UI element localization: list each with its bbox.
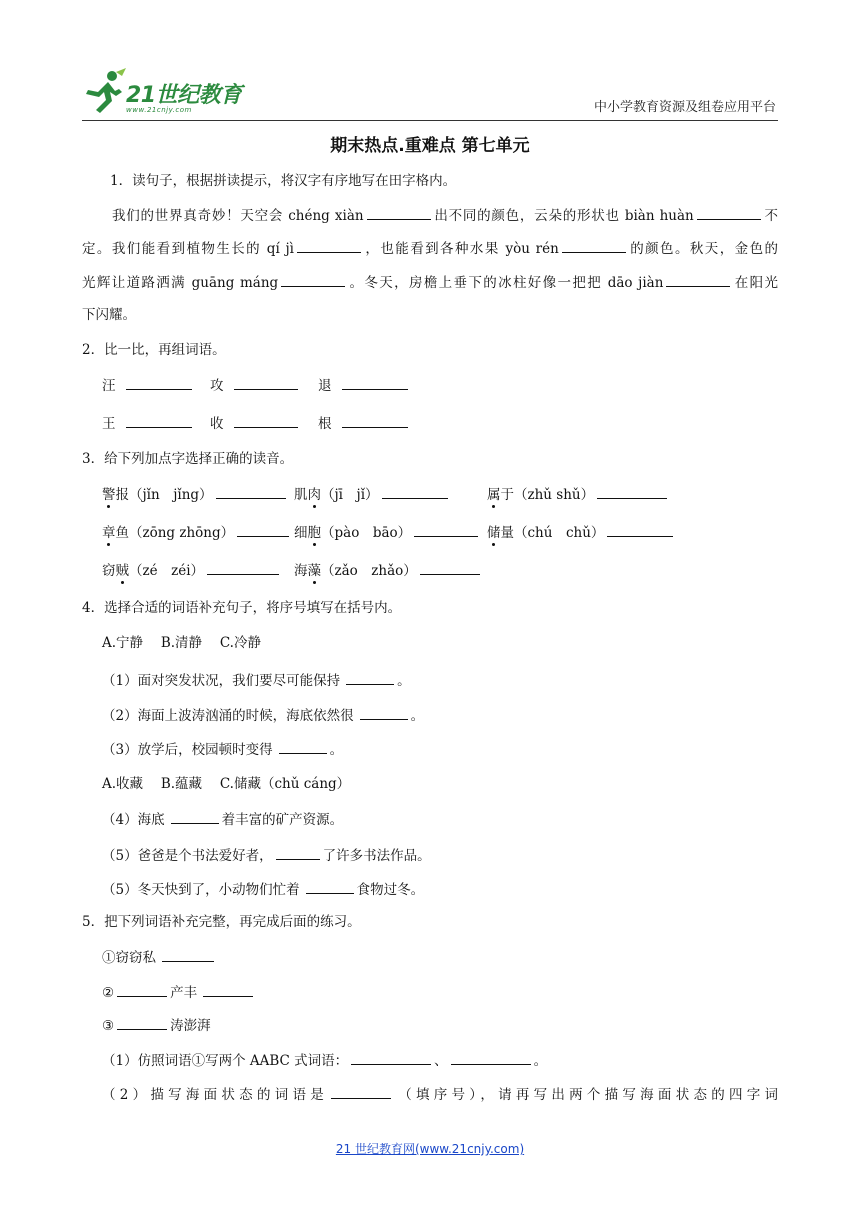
answer-blank[interactable] xyxy=(607,522,673,537)
q5-word-1: ①窃窃私 xyxy=(102,947,217,968)
q3-item: 属于（zhǔ shǔ） xyxy=(487,484,670,505)
answer-blank[interactable] xyxy=(203,982,253,997)
answer-blank[interactable] xyxy=(306,879,354,894)
answer-blank[interactable] xyxy=(451,1050,531,1065)
answer-blank[interactable] xyxy=(281,272,345,287)
answer-blank[interactable] xyxy=(297,238,361,253)
q3-stem: 3．给下列加点字选择正确的读音。 xyxy=(82,451,294,467)
answer-blank[interactable] xyxy=(342,375,408,390)
q1-line3: 光辉让道路洒满 guāng máng 。冬天，房檐上垂下的冰柱好像一把把 dāo jiàn 在阳光 xyxy=(82,272,778,293)
answer-blank[interactable] xyxy=(117,1015,167,1030)
page-header xyxy=(82,62,778,121)
q4-sentence-1: （1）面对突发状况，我们要尽可能保持 。 xyxy=(102,670,411,691)
q4-sentence-6: （5）冬天快到了，小动物们忙着 食物过冬。 xyxy=(102,879,424,900)
q4-options-2: A.收藏 B.蕴藏 C.储藏（chǔ cáng） xyxy=(102,776,351,792)
q3-item: 肌肉（jī jǐ） xyxy=(294,484,451,505)
q1-line4: 下闪耀。 xyxy=(82,307,136,323)
answer-blank[interactable] xyxy=(126,375,192,390)
q4-sentence-3: （3）放学后，校园顿时变得 。 xyxy=(102,739,343,760)
answer-blank[interactable] xyxy=(697,205,761,220)
q3-item: 海藻（zǎo zhǎo） xyxy=(294,560,483,581)
q3-item: 警报（jǐn jǐng） xyxy=(102,484,289,505)
answer-blank[interactable] xyxy=(331,1084,391,1099)
q4-options-1: A.宁静 B.清静 C.冷静 xyxy=(102,635,261,651)
q2-item: 收 xyxy=(210,413,301,434)
footer-link[interactable]: 21 世纪教育网(www.21cnjy.com) xyxy=(335,1142,525,1156)
q4-stem: 4．选择合适的词语补充句子，将序号填写在括号内。 xyxy=(82,600,402,616)
answer-blank[interactable] xyxy=(346,670,394,685)
answer-blank[interactable] xyxy=(207,560,279,575)
q4-sentence-5: （5）爸爸是个书法爱好者， 了许多书法作品。 xyxy=(102,845,431,866)
q1-stem: 1．读句子，根据拼读提示，将汉字有序地写在田字格内。 xyxy=(110,173,457,189)
logo xyxy=(82,68,262,118)
q4-sentence-4: （4）海底 着丰富的矿产资源。 xyxy=(102,809,343,830)
q1-line2: 定。我们能看到植物生长的 qí jì ，也能看到各种水果 yòu rén 的颜色。秋天，金色的 xyxy=(82,238,778,259)
answer-blank[interactable] xyxy=(666,272,730,287)
page-title: 期末热点.重难点 第七单元 xyxy=(330,136,530,156)
answer-blank[interactable] xyxy=(562,238,626,253)
logo-text: 21世纪教育 xyxy=(126,83,242,108)
answer-blank[interactable] xyxy=(237,522,289,537)
q5-word-3: ③ 涛澎湃 xyxy=(102,1015,211,1036)
q2-item: 退 xyxy=(318,375,411,396)
answer-blank[interactable] xyxy=(234,375,298,390)
q3-item: 章鱼（zōng zhōng） xyxy=(102,522,292,543)
q2-item: 汪 xyxy=(102,375,195,396)
answer-blank[interactable] xyxy=(162,947,214,962)
q5-part-1: （1）仿照词语①写两个 AABC 式词语： 、 。 xyxy=(102,1050,547,1071)
answer-blank[interactable] xyxy=(279,739,327,754)
platform-label: 中小学教育资源及组卷应用平台 xyxy=(593,100,776,115)
q5-word-2: ② 产丰 xyxy=(102,982,256,1003)
q3-item: 储量（chú chǔ） xyxy=(487,522,676,543)
answer-blank[interactable] xyxy=(216,484,286,499)
q2-item: 根 xyxy=(318,413,411,434)
runner-logo-icon xyxy=(82,68,126,114)
answer-blank[interactable] xyxy=(597,484,667,499)
answer-blank[interactable] xyxy=(367,205,431,220)
answer-blank[interactable] xyxy=(420,560,480,575)
answer-blank[interactable] xyxy=(276,845,320,860)
logo-url: www.21cnjy.com xyxy=(126,106,192,114)
q5-stem: 5．把下列词语补充完整，再完成后面的练习。 xyxy=(82,914,361,930)
q2-item: 攻 xyxy=(210,375,301,396)
answer-blank[interactable] xyxy=(171,809,219,824)
q5-part-2: （2）描写海面状态的词语是 （填序号），请再写出两个描写海面状态的四字词 xyxy=(102,1084,778,1105)
q3-item: 细胞（pào bāo） xyxy=(294,522,481,543)
answer-blank[interactable] xyxy=(382,484,448,499)
q2-item: 王 xyxy=(102,413,195,434)
q4-sentence-2: （2）海面上波涛汹涌的时候，海底依然很 。 xyxy=(102,705,424,726)
answer-blank[interactable] xyxy=(351,1050,431,1065)
answer-blank[interactable] xyxy=(360,705,408,720)
q2-stem: 2．比一比，再组词语。 xyxy=(82,342,226,358)
answer-blank[interactable] xyxy=(126,413,192,428)
answer-blank[interactable] xyxy=(414,522,478,537)
answer-blank[interactable] xyxy=(117,982,167,997)
q3-item: 窃贼（zé zéi） xyxy=(102,560,282,581)
answer-blank[interactable] xyxy=(342,413,408,428)
answer-blank[interactable] xyxy=(234,413,298,428)
q1-line1: 我们的世界真奇妙！天空会 chéng xiàn 出不同的颜色，云朵的形状也 biàn huàn 不 xyxy=(112,205,778,226)
